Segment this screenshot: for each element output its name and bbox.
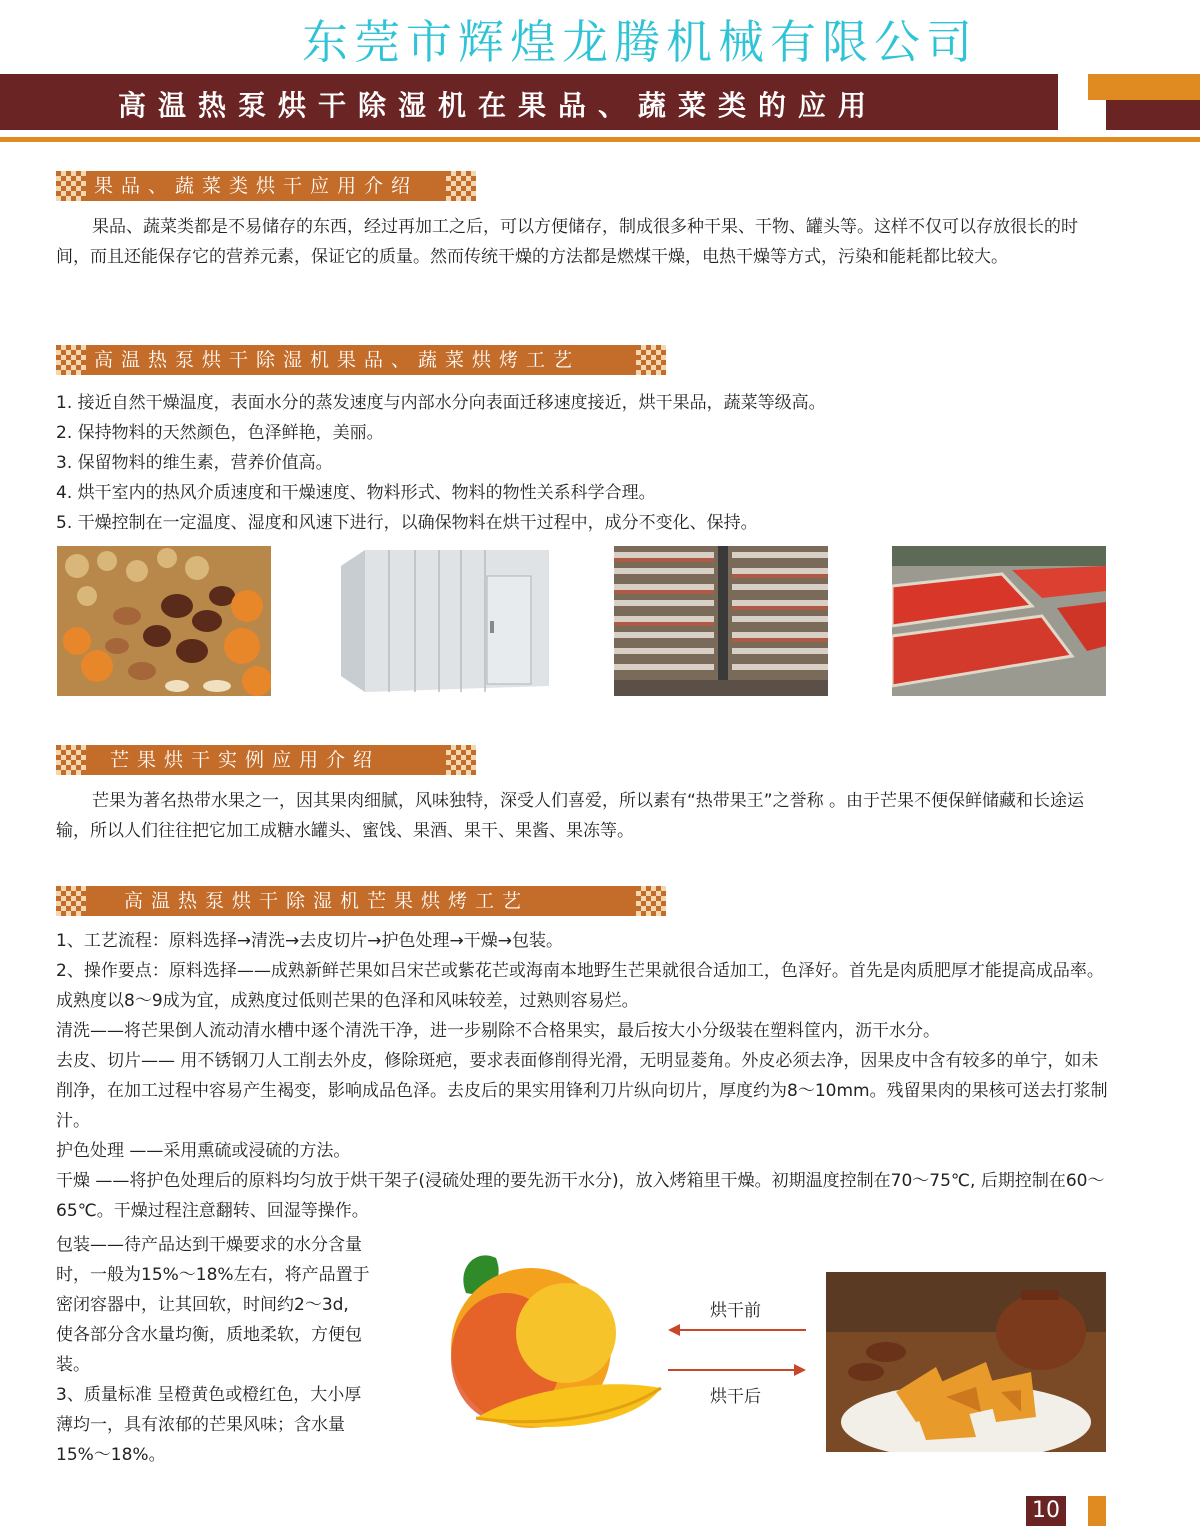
list-item: 5. 干燥控制在一定温度、湿度和风速下进行，以确保物料在烘干过程中，成分不变化、保持。 [56,513,758,533]
packing-text [56,1230,371,1470]
section-heading-process [56,345,666,375]
section-title: 芒果烘干实例应用介绍 [110,749,381,771]
fresh-mango-image [436,1238,666,1438]
banner-title: 高温热泵烘干除湿机在果品、蔬菜类的应用 [118,89,879,122]
process-list [56,388,1108,538]
mango-process-text [56,926,1108,1226]
checker-decor [56,745,86,775]
drying-racks-photo [614,546,828,696]
company-name: 东莞市辉煌龙腾机械有限公司 [302,15,978,69]
checker-decor [56,886,86,916]
checker-decor [446,171,476,201]
process-line: 护色处理 ——采用熏硫或浸硫的方法。 [56,1141,351,1161]
drying-room-photo [335,546,549,696]
section-title: 高温热泵烘干除湿机果品、蔬菜烘烤工艺 [94,349,581,371]
section-heading-mango [56,745,476,775]
packing-line: 包装——待产品达到干燥要求的水分含量时，一般为15%～18%左右，将产品置于密闭容器中，让其回软，时间约2～3d, 使各部分含水量均衡，质地柔软，方便包装。 [56,1235,370,1375]
process-line: 1、工艺流程：原料选择→清洗→去皮切片→护色处理→干燥→包装。 [56,931,564,951]
mango-intro-paragraph: 芒果为著名热带水果之一，因其果肉细腻，风味独特，深受人们喜爱，所以素有“热带果王”之誉称 。由于芒果不便保鲜储藏和长途运输，所以人们往往把它加工成糖水罐头、蜜饯、果酒、果干、果酱、果冻等。 [56,791,1085,841]
left-arrow-icon [668,1322,806,1336]
list-item: 1. 接近自然干燥温度，表面水分的蒸发速度与内部水分向表面迁移速度接近，烘干果品，蔬菜等级高。 [56,393,826,413]
list-item: 2. 保持物料的天然颜色，色泽鲜艳，美丽。 [56,423,384,443]
checker-decor [636,345,666,375]
header-divider [0,137,1200,142]
decor-orange-block [1088,74,1200,100]
dried-mango-photo [826,1272,1106,1452]
process-line: 干燥 ——将护色处理后的原料均匀放于烘干架子(浸硫处理的要先沥干水分)，放入烤箱里干燥。初期温度控制在70～75℃, 后期控制在60～65℃。干燥过程注意翻转、回湿等操作。 [56,1171,1105,1221]
section-title: 高温热泵烘干除湿机芒果烘烤工艺 [124,890,530,912]
goji-drying-photo [892,546,1106,696]
process-line: 清洗——将芒果倒人流动清水槽中逐个清洗干净，进一步剔除不合格果实，最后按大小分级装在塑料筐内，沥干水分。 [56,1021,940,1041]
quality-line: 3、质量标准 呈橙黄色或橙红色，大小厚薄均一，具有浓郁的芒果风味；含水量15%～18%。 [56,1385,362,1465]
page-number: 10 [1026,1496,1066,1526]
section-heading-intro [56,171,476,201]
right-arrow-icon [668,1362,806,1376]
list-item: 3. 保留物料的维生素，营养价值高。 [56,453,333,473]
footer-orange-block [1088,1496,1106,1526]
dried-fruits-photo [57,546,271,696]
after-label: 烘干后 [710,1387,761,1407]
section-title: 果品、蔬菜类烘干应用介绍 [94,175,419,197]
process-line: 去皮、切片—— 用不锈钢刀人工削去外皮，修除斑疤，要求表面修削得光滑，无明显菱角。外皮必须去净，因果皮中含有较多的单宁，如未削净，在加工过程中容易产生褐变，影响成品色泽。去皮后的果实用锋利刀片纵向切片，厚度约为8～10mm。残留果肉的果核可送去打浆制汁。 [56,1051,1108,1131]
checker-decor [636,886,666,916]
checker-decor [56,171,86,201]
intro-paragraph: 果品、蔬菜类都是不易储存的东西，经过再加工之后，可以方便储存，制成很多种干果、干物、罐头等。这样不仅可以存放很长的时间，而且还能保存它的营养元素，保证它的质量。然而传统干燥的方法都是燃煤干燥，电热干燥等方式，污染和能耗都比较大。 [56,217,1078,267]
process-line: 2、操作要点：原料选择——成熟新鲜芒果如吕宋芒或紫花芒或海南本地野生芒果就很合适加工，色泽好。首先是肉质肥厚才能提高成品率。成熟度以8～9成为宜，成熟度过低则芒果的色泽和风味较差，过熟则容易烂。 [56,961,1104,1011]
before-label: 烘干前 [710,1301,761,1321]
section-heading-mango-process [56,886,666,916]
checker-decor [446,745,476,775]
decor-maroon-block [1106,100,1200,130]
checker-decor [56,345,86,375]
list-item: 4. 烘干室内的热风介质速度和干燥速度、物料形式、物料的物性关系科学合理。 [56,483,656,503]
